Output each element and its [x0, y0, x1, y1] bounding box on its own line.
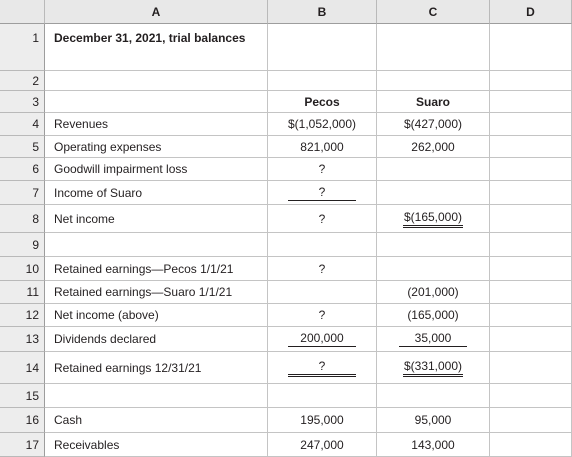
sheet-row — [0, 327, 572, 352]
select-all-corner[interactable] — [0, 0, 45, 24]
cell-value: $(1,052,000) — [287, 117, 357, 131]
row-number[interactable]: 13 — [0, 327, 45, 352]
cell-value: ? — [288, 185, 356, 201]
sheet-row — [0, 257, 572, 281]
column-header-c[interactable]: C — [377, 0, 490, 24]
row-number[interactable]: 4 — [0, 113, 45, 136]
cell-c8[interactable] — [377, 205, 490, 233]
cell-value: 262,000 — [411, 139, 455, 154]
row-number[interactable]: 12 — [0, 304, 45, 327]
row-number[interactable]: 5 — [0, 136, 45, 158]
cell-d11[interactable] — [490, 281, 572, 304]
column-label-pecos: Pecos — [304, 94, 340, 109]
cell-a6[interactable]: Goodwill impairment loss — [45, 158, 268, 181]
cell-value: 247,000 — [300, 437, 344, 452]
cell-b5[interactable] — [268, 136, 377, 158]
cell-b3[interactable] — [268, 91, 377, 113]
cell-c16[interactable] — [377, 408, 490, 433]
cell-value: ? — [318, 162, 326, 176]
cell-b9[interactable] — [268, 233, 377, 257]
sheet-row — [0, 24, 572, 71]
cell-value: $(427,000) — [403, 117, 463, 131]
cell-b4[interactable] — [268, 113, 377, 136]
sheet-row — [0, 181, 572, 205]
row-number[interactable]: 6 — [0, 158, 45, 181]
row-number[interactable]: 8 — [0, 205, 45, 233]
row-number[interactable]: 9 — [0, 233, 45, 257]
row-number[interactable]: 17 — [0, 433, 45, 457]
cell-c14[interactable] — [377, 352, 490, 384]
cell-d16[interactable] — [490, 408, 572, 433]
cell-a7[interactable]: Income of Suaro — [45, 181, 268, 205]
cell-c9[interactable] — [377, 233, 490, 257]
column-label-suaro: Suaro — [415, 94, 450, 109]
sheet-row — [0, 71, 572, 91]
cell-b1[interactable] — [268, 24, 377, 71]
sheet-row — [0, 113, 572, 136]
cell-a8[interactable]: Net income — [45, 205, 268, 233]
cell-d13[interactable] — [490, 327, 572, 352]
row-number[interactable]: 1 — [0, 24, 45, 71]
cell-a15[interactable] — [45, 384, 268, 408]
cell-d17[interactable] — [490, 433, 572, 457]
cell-a14[interactable]: Retained earnings 12/31/21 — [45, 352, 268, 384]
cell-b11[interactable] — [268, 281, 377, 304]
cell-c2[interactable] — [377, 71, 490, 91]
cell-c15[interactable] — [377, 384, 490, 408]
cell-c1[interactable] — [377, 24, 490, 71]
cell-value: 200,000 — [288, 331, 356, 347]
cell-a4[interactable]: Revenues — [45, 113, 268, 136]
cell-d3[interactable] — [490, 91, 572, 113]
cell-value: 143,000 — [411, 437, 455, 452]
row-number[interactable]: 11 — [0, 281, 45, 304]
row-number[interactable]: 10 — [0, 257, 45, 281]
row-number[interactable]: 16 — [0, 408, 45, 433]
cell-b7[interactable] — [268, 181, 377, 205]
cell-b10[interactable] — [268, 257, 377, 281]
cell-d8[interactable] — [490, 205, 572, 233]
cell-d15[interactable] — [490, 384, 572, 408]
cell-b15[interactable] — [268, 384, 377, 408]
cell-c4[interactable] — [377, 113, 490, 136]
sheet-row — [0, 352, 572, 384]
cell-b6[interactable] — [268, 158, 377, 181]
column-header-d[interactable]: D — [490, 0, 572, 24]
cell-d9[interactable] — [490, 233, 572, 257]
cell-value: $(165,000) — [403, 210, 463, 228]
cell-value: 35,000 — [399, 331, 467, 347]
cell-b17[interactable] — [268, 433, 377, 457]
cell-value: ? — [318, 261, 326, 276]
cell-d5[interactable] — [490, 136, 572, 158]
sheet-row — [0, 384, 572, 408]
sheet-row — [0, 205, 572, 233]
cell-b12[interactable] — [268, 304, 377, 327]
row-number[interactable]: 7 — [0, 181, 45, 205]
cell-a16[interactable]: Cash — [45, 408, 268, 433]
sheet-row — [0, 304, 572, 327]
cell-a3[interactable] — [45, 91, 268, 113]
cell-a13[interactable]: Dividends declared — [45, 327, 268, 352]
cell-a11[interactable]: Retained earnings—Suaro 1/1/21 — [45, 281, 268, 304]
cell-a9[interactable] — [45, 233, 268, 257]
sheet-row — [0, 233, 572, 257]
cell-a10[interactable]: Retained earnings—Pecos 1/1/21 — [45, 257, 268, 281]
cell-d7[interactable] — [490, 181, 572, 205]
cell-a5[interactable]: Operating expenses — [45, 136, 268, 158]
row-number[interactable]: 2 — [0, 71, 45, 91]
cell-b14[interactable] — [268, 352, 377, 384]
row-number[interactable]: 14 — [0, 352, 45, 384]
sheet-row — [0, 433, 572, 457]
cell-a12[interactable]: Net income (above) — [45, 304, 268, 327]
column-header-b[interactable]: B — [268, 0, 377, 24]
cell-value: ? — [288, 359, 356, 377]
cell-d10[interactable] — [490, 257, 572, 281]
cell-d4[interactable] — [490, 113, 572, 136]
cell-d12[interactable] — [490, 304, 572, 327]
cell-b2[interactable] — [268, 71, 377, 91]
cell-c12[interactable] — [377, 304, 490, 327]
cell-c7[interactable] — [377, 181, 490, 205]
cell-c13[interactable] — [377, 327, 490, 352]
cell-a2[interactable] — [45, 71, 268, 91]
sheet-row — [0, 136, 572, 158]
cell-value: (201,000) — [407, 285, 459, 299]
cell-c3[interactable] — [377, 91, 490, 113]
sheet-row — [0, 281, 572, 304]
sheet-row — [0, 158, 572, 181]
cell-value: ? — [318, 308, 326, 322]
column-header-a[interactable]: A — [45, 0, 268, 24]
sheet-row — [0, 408, 572, 433]
cell-value: 821,000 — [300, 139, 344, 154]
cell-c10[interactable] — [377, 257, 490, 281]
cell-d14[interactable] — [490, 352, 572, 384]
cell-value: (165,000) — [407, 308, 459, 322]
cell-b13[interactable] — [268, 327, 377, 352]
cell-b16[interactable] — [268, 408, 377, 433]
cell-d2[interactable] — [490, 71, 572, 91]
cell-c17[interactable] — [377, 433, 490, 457]
cell-c6[interactable] — [377, 158, 490, 181]
cell-a17[interactable]: Receivables — [45, 433, 268, 457]
cell-a1[interactable]: December 31, 2021, trial balances — [45, 24, 268, 71]
cell-c5[interactable] — [377, 136, 490, 158]
row-number[interactable]: 3 — [0, 91, 45, 113]
row-number[interactable]: 15 — [0, 384, 45, 408]
cell-d6[interactable] — [490, 158, 572, 181]
cell-value: 195,000 — [300, 413, 344, 427]
cell-value: 95,000 — [414, 413, 452, 427]
cell-value: $(331,000) — [403, 359, 463, 377]
cell-value: ? — [318, 211, 326, 226]
cell-b8[interactable] — [268, 205, 377, 233]
cell-d1[interactable] — [490, 24, 572, 71]
sheet-row — [0, 91, 572, 113]
cell-c11[interactable] — [377, 281, 490, 304]
